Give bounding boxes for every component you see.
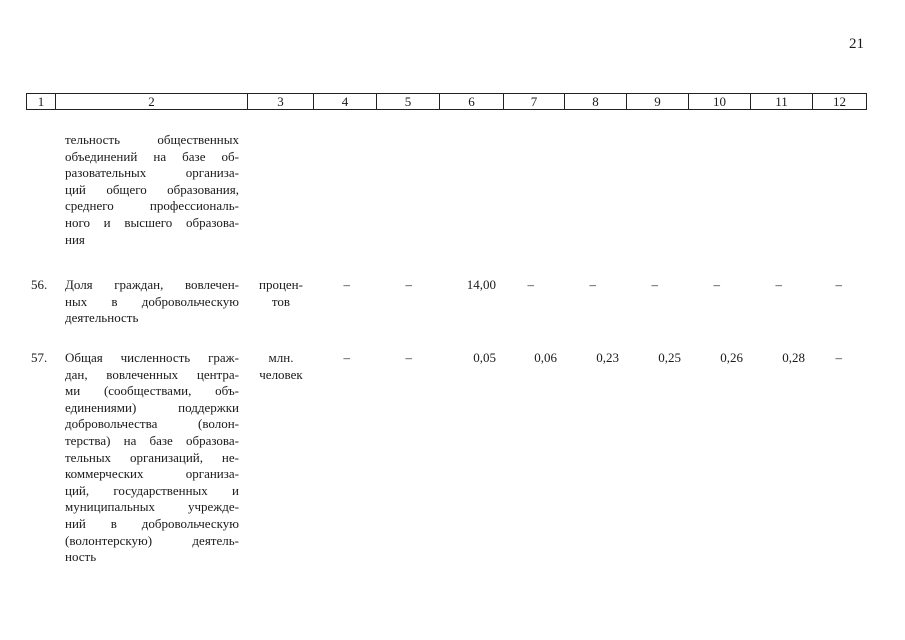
- value-col-12: –: [835, 277, 842, 292]
- row-number: 56.: [31, 277, 48, 292]
- row-description: [65, 277, 239, 327]
- header-col-7: 7: [504, 94, 565, 109]
- value-col-12: –: [835, 350, 842, 365]
- value-col-6: 0,05: [473, 350, 496, 365]
- text-line: (волонтерскую) деятель-: [65, 532, 239, 548]
- continuation-text: [65, 132, 239, 248]
- text-line: коммерческих организа-: [65, 466, 239, 482]
- text-line: тельность общественных: [65, 132, 239, 147]
- row-number: 57.: [31, 350, 48, 365]
- value-col-4: –: [343, 350, 350, 365]
- header-col-5: 5: [377, 94, 440, 109]
- header-col-12: 12: [833, 94, 846, 109]
- page-number: 21: [849, 36, 864, 52]
- text-line: Доля граждан, вовлечен-: [65, 277, 239, 292]
- value-col-10: 0,26: [720, 350, 743, 365]
- value-col-9: –: [651, 277, 658, 292]
- value-col-7: –: [527, 277, 534, 292]
- value-col-4: –: [343, 277, 350, 292]
- value-col-9: 0,25: [658, 350, 681, 365]
- row-description: [65, 350, 239, 566]
- text-line: ний в добровольческую: [65, 515, 239, 531]
- text-line: Общая численность граж-: [65, 350, 239, 365]
- text-line: объединений на базе об-: [65, 148, 239, 164]
- value-col-8: –: [589, 277, 596, 292]
- header-col-3: 3: [248, 94, 314, 109]
- header-col-8: 8: [565, 94, 627, 109]
- header-col-11: 11: [751, 94, 813, 109]
- value-col-10: –: [713, 277, 720, 292]
- value-col-8: 0,23: [596, 350, 619, 365]
- value-col-7: 0,06: [534, 350, 557, 365]
- value-col-11: –: [775, 277, 782, 292]
- text-line: среднего профессиональ-: [65, 198, 239, 214]
- header-col-9: 9: [627, 94, 689, 109]
- value-col-6: 14,00: [466, 277, 496, 292]
- text-line: терства) на базе образова-: [65, 432, 239, 448]
- text-line: ных в добровольческую: [65, 293, 239, 309]
- text-line: ния: [65, 231, 85, 247]
- text-line: ми (сообществами, объ-: [65, 383, 239, 399]
- unit-line: человек: [259, 366, 303, 382]
- text-line: ность: [65, 549, 97, 565]
- unit-line: процен-: [259, 277, 303, 292]
- header-col-1: 1: [27, 94, 56, 109]
- text-line: деятельность: [65, 310, 139, 326]
- header-col-6: 6: [440, 94, 504, 109]
- header-col-4: 4: [314, 94, 377, 109]
- text-line: добровольчества (волон-: [65, 416, 239, 432]
- text-line: разовательных организа-: [65, 165, 239, 181]
- text-line: ного и высшего образова-: [65, 214, 239, 230]
- value-col-11: 0,28: [782, 350, 805, 365]
- table-header-row: [26, 93, 867, 110]
- header-col-2: 2: [56, 94, 248, 109]
- text-line: единениями) поддержки: [65, 399, 239, 415]
- header-col-10: 10: [689, 94, 751, 109]
- unit-line: тов: [271, 293, 291, 309]
- value-col-5: –: [405, 277, 412, 292]
- value-col-5: –: [405, 350, 412, 365]
- text-line: тельных организаций, не-: [65, 449, 239, 465]
- unit-line: млн.: [268, 350, 294, 365]
- text-line: дан, вовлеченных центра-: [65, 366, 239, 382]
- text-line: муниципальных учрежде-: [65, 499, 239, 515]
- text-line: ций общего образования,: [65, 181, 239, 197]
- text-line: ций, государственных и: [65, 482, 239, 498]
